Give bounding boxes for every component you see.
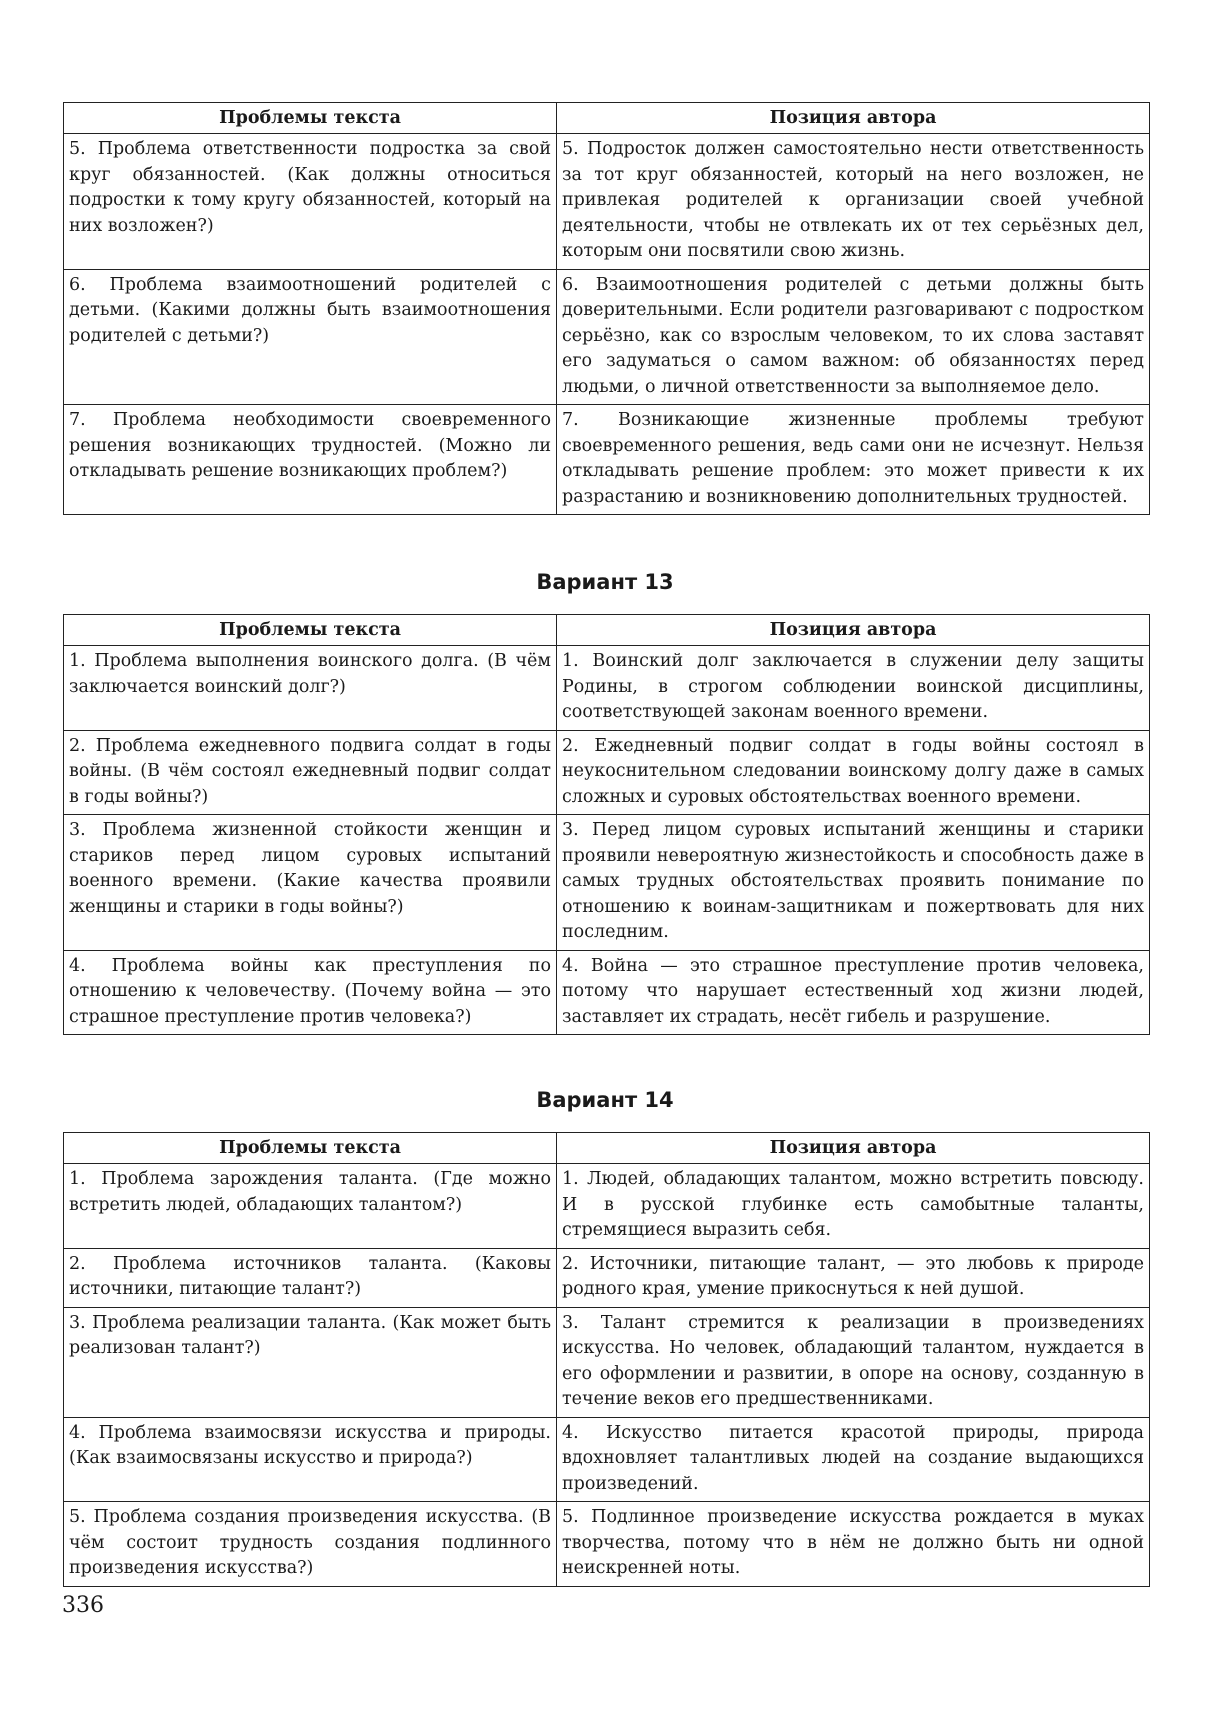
page-number: 336 bbox=[62, 1593, 104, 1618]
position-cell: 1. Воинский долг заключается в служении делу защиты Родины, в строгом соблюдении воинской дисциплины, соответствующей законам военного времени. bbox=[557, 646, 1150, 731]
problem-cell: 5. Проблема создания произведения искусства. (В чём состоит трудность создания подлинного произведения искусства?) bbox=[64, 1502, 557, 1587]
position-cell: 4. Искусство питается красотой природы, природа вдохновляет талантливых людей на создание выдающихся произведений. bbox=[557, 1417, 1150, 1502]
table-row bbox=[64, 1417, 1150, 1502]
problem-cell: 3. Проблема реализации таланта. (Как может быть реализован талант?) bbox=[64, 1307, 557, 1417]
position-cell: 3. Талант стремится к реализации в произведениях искусства. Но человек, обладающий талантом, нуждается в его оформлении и развитии, в опоре на основу, созданную в течение веков его предшественниками. bbox=[557, 1307, 1150, 1417]
table-row bbox=[64, 1248, 1150, 1307]
table-row bbox=[64, 1164, 1150, 1249]
position-cell: 6. Взаимоотношения родителей с детьми должны быть доверительными. Если родители разговаривают с подростком серьёзно, как со взрослым человеком, то их слова заставят его задуматься о самом важном: об обязанностях перед людьми, о личной ответственности за выполняемое дело. bbox=[557, 269, 1150, 405]
table-header-row bbox=[64, 103, 1150, 134]
section-heading-variant-13: Вариант 13 bbox=[536, 570, 674, 594]
table-variant-14 bbox=[63, 1132, 1150, 1587]
column-header-problems: Проблемы текста bbox=[64, 103, 557, 134]
table-row bbox=[64, 646, 1150, 731]
section-heading-variant-14: Вариант 14 bbox=[536, 1088, 674, 1112]
problem-cell: 1. Проблема выполнения воинского долга. (В чём заключается воинский долг?) bbox=[64, 646, 557, 731]
position-cell: 2. Ежедневный подвиг солдат в годы войны состоял в неукоснительном следовании воинскому долгу даже в самых сложных и суровых обстоятельствах военного времени. bbox=[557, 730, 1150, 815]
column-header-problems: Проблемы текста bbox=[64, 615, 557, 646]
problem-cell: 2. Проблема источников таланта. (Каковы источники, питающие талант?) bbox=[64, 1248, 557, 1307]
problem-cell: 4. Проблема войны как преступления по отношению к человечеству. (Почему война — это страшное преступление против человека?) bbox=[64, 950, 557, 1035]
problem-cell: 2. Проблема ежедневного подвига солдат в годы войны. (В чём состоял ежедневный подвиг солдат в годы войны?) bbox=[64, 730, 557, 815]
problem-cell: 3. Проблема жизненной стойкости женщин и стариков перед лицом суровых испытаний военного времени. (Какие качества проявили женщины и старики в годы войны?) bbox=[64, 815, 557, 951]
problem-cell: 1. Проблема зарождения таланта. (Где можно встретить людей, обладающих талантом?) bbox=[64, 1164, 557, 1249]
table-row bbox=[64, 405, 1150, 515]
table-row bbox=[64, 134, 1150, 270]
position-cell: 7. Возникающие жизненные проблемы требуют своевременного решения, ведь сами они не исчезнут. Нельзя откладывать решение проблем: это может привести к их разрастанию и возникновению дополнительных трудностей. bbox=[557, 405, 1150, 515]
problem-cell: 6. Проблема взаимоотношений родителей с детьми. (Какими должны быть взаимоотношения родителей с детьми?) bbox=[64, 269, 557, 405]
problem-cell: 7. Проблема необходимости своевременного решения возникающих трудностей. (Можно ли откладывать решение возникающих проблем?) bbox=[64, 405, 557, 515]
table-row bbox=[64, 1307, 1150, 1417]
table-row bbox=[64, 1502, 1150, 1587]
column-header-problems: Проблемы текста bbox=[64, 1133, 557, 1164]
problem-cell: 4. Проблема взаимосвязи искусства и природы. (Как взаимосвязаны искусство и природа?) bbox=[64, 1417, 557, 1502]
table-header-row bbox=[64, 1133, 1150, 1164]
position-cell: 5. Подлинное произведение искусства рождается в муках творчества, потому что в нём не должно быть ни одной неискренней ноты. bbox=[557, 1502, 1150, 1587]
table-row bbox=[64, 730, 1150, 815]
table-variant-13 bbox=[63, 614, 1150, 1035]
position-cell: 4. Война — это страшное преступление против человека, потому что нарушает естественный ход жизни людей, заставляет их страдать, несёт гибель и разрушение. bbox=[557, 950, 1150, 1035]
table-row bbox=[64, 815, 1150, 951]
position-cell: 3. Перед лицом суровых испытаний женщины и старики проявили невероятную жизнестойкость и способность даже в самых трудных обстоятельствах проявить понимание по отношению к воинам-защитникам и пожертвовать для них последним. bbox=[557, 815, 1150, 951]
position-cell: 1. Людей, обладающих талантом, можно встретить повсюду. И в русской глубинке есть самобытные таланты, стремящиеся выразить себя. bbox=[557, 1164, 1150, 1249]
table-row bbox=[64, 269, 1150, 405]
column-header-position: Позиция автора bbox=[557, 615, 1150, 646]
position-cell: 2. Источники, питающие талант, — это любовь к природе родного края, умение прикоснуться к ней душой. bbox=[557, 1248, 1150, 1307]
column-header-position: Позиция автора bbox=[557, 1133, 1150, 1164]
table-row bbox=[64, 950, 1150, 1035]
problem-cell: 5. Проблема ответственности подростка за свой круг обязанностей. (Как должны относиться подростки к тому кругу обязанностей, который на них возложен?) bbox=[64, 134, 557, 270]
table-continued bbox=[63, 102, 1150, 515]
position-cell: 5. Подросток должен самостоятельно нести ответственность за тот круг обязанностей, который на него возложен, не привлекая родителей к организации своей учебной деятельности, чтобы не отвлекать их от тех серьёзных дел, которым они посвятили свою жизнь. bbox=[557, 134, 1150, 270]
column-header-position: Позиция автора bbox=[557, 103, 1150, 134]
table-header-row bbox=[64, 615, 1150, 646]
